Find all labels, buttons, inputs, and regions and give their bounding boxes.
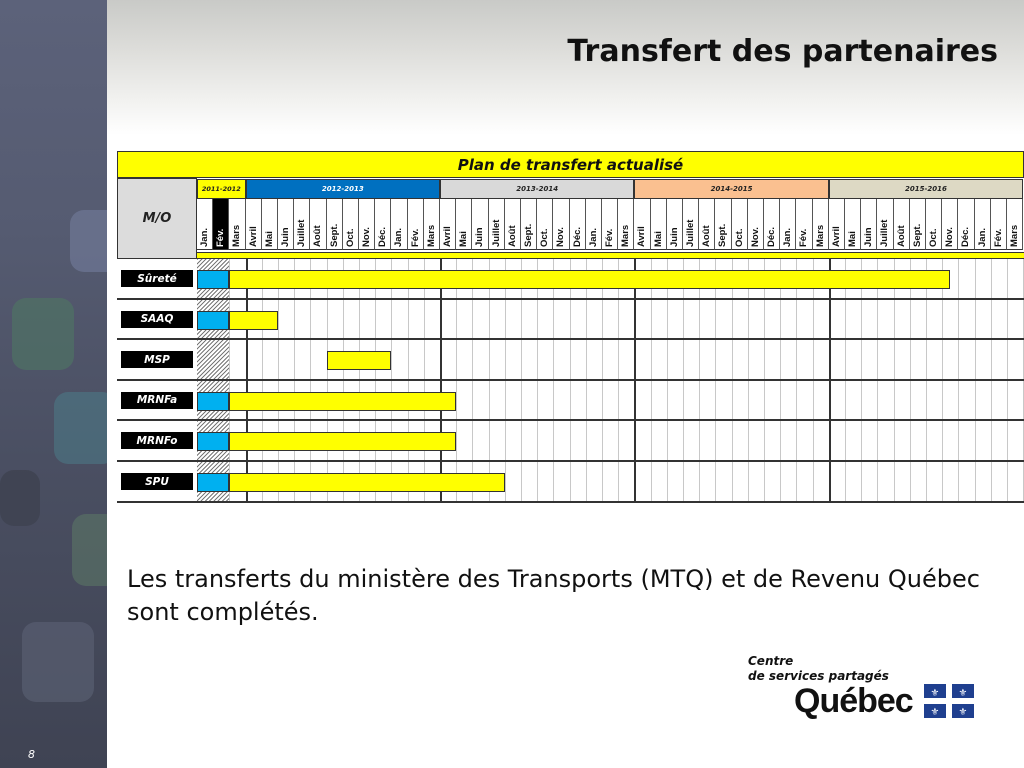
month-label: Août bbox=[701, 225, 713, 247]
in-progress-segment bbox=[197, 392, 229, 411]
month-header bbox=[975, 199, 991, 250]
month-header bbox=[391, 199, 407, 250]
month-label: Mai bbox=[847, 231, 858, 247]
month-label: Mars bbox=[620, 224, 632, 247]
month-label: Oct. bbox=[928, 228, 939, 247]
month-header bbox=[651, 199, 667, 250]
month-label: Jan. bbox=[393, 227, 405, 247]
row-label: SAAQ bbox=[121, 311, 193, 328]
month-label: Juin bbox=[863, 227, 875, 247]
month-label: Sept. bbox=[911, 223, 923, 247]
timeline-bar bbox=[229, 311, 278, 330]
month-label: Juillet bbox=[296, 219, 308, 247]
month-header bbox=[780, 199, 796, 250]
month-header bbox=[796, 199, 812, 250]
row-separator bbox=[197, 460, 1024, 462]
row-separator bbox=[117, 419, 197, 421]
month-header bbox=[634, 199, 650, 250]
row-separator bbox=[197, 338, 1024, 340]
month-label: Avril bbox=[442, 226, 453, 247]
row-label: Sûreté bbox=[121, 270, 193, 287]
decorative-tile bbox=[54, 392, 107, 464]
logo-line-2: de services partagés bbox=[748, 669, 889, 683]
month-label: Déc. bbox=[377, 226, 389, 247]
month-header bbox=[375, 199, 391, 250]
row-separator bbox=[197, 501, 1024, 503]
year-header: 2015-2016 bbox=[829, 179, 1023, 199]
row-separator bbox=[197, 379, 1024, 381]
month-label: Sept. bbox=[523, 223, 534, 247]
in-progress-segment bbox=[197, 311, 229, 330]
month-header bbox=[618, 199, 634, 250]
month-header bbox=[359, 199, 375, 250]
month-header bbox=[715, 199, 731, 250]
gantt-title-bar bbox=[117, 151, 1024, 178]
month-label: Avril bbox=[830, 226, 842, 247]
month-label: Nov. bbox=[361, 227, 372, 247]
year-header: 2011-2012 bbox=[197, 179, 246, 199]
month-header bbox=[829, 199, 845, 250]
month-label: Sept. bbox=[328, 223, 340, 247]
month-header bbox=[440, 199, 456, 250]
svg-text:⚜: ⚜ bbox=[958, 707, 968, 718]
month-label: Jan. bbox=[587, 227, 599, 247]
month-header bbox=[748, 199, 764, 250]
svg-text:⚜: ⚜ bbox=[958, 688, 968, 699]
timeline-bar bbox=[229, 392, 456, 411]
month-header bbox=[262, 199, 278, 250]
month-header bbox=[667, 199, 683, 250]
row-separator bbox=[117, 460, 197, 462]
timeline-bar bbox=[229, 432, 456, 451]
slide-header bbox=[107, 0, 1024, 135]
month-header bbox=[602, 199, 618, 250]
cart-icon bbox=[72, 514, 107, 586]
month-label: Mars bbox=[425, 224, 437, 247]
month-header bbox=[246, 199, 262, 250]
month-header bbox=[343, 199, 359, 250]
month-header bbox=[229, 199, 245, 250]
month-header bbox=[732, 199, 748, 250]
month-header bbox=[845, 199, 861, 250]
month-header bbox=[505, 199, 521, 250]
header-separator-band bbox=[197, 252, 1024, 259]
timeline-bar bbox=[229, 473, 504, 492]
row-separator bbox=[117, 338, 197, 340]
month-header bbox=[926, 199, 942, 250]
month-header bbox=[213, 199, 229, 250]
hatched-period bbox=[197, 340, 229, 379]
row-separator bbox=[117, 501, 197, 503]
in-progress-segment bbox=[197, 473, 229, 492]
timeline-bar bbox=[327, 351, 392, 370]
month-header bbox=[699, 199, 715, 250]
slide-title: Transfert des partenaires bbox=[567, 34, 998, 69]
month-label: Mars bbox=[814, 224, 826, 247]
month-label: Déc. bbox=[766, 226, 777, 247]
row-separator bbox=[197, 419, 1024, 421]
month-label: Jan. bbox=[782, 227, 794, 247]
month-header bbox=[861, 199, 877, 250]
month-label: Fév. bbox=[215, 228, 227, 247]
logo-line-1: Centre bbox=[748, 654, 794, 668]
in-progress-segment bbox=[197, 270, 229, 289]
month-header bbox=[570, 199, 586, 250]
month-label: Oct. bbox=[733, 228, 745, 247]
month-label: Mai bbox=[263, 231, 275, 247]
page-number: 8 bbox=[28, 748, 35, 761]
row-separator bbox=[117, 379, 197, 381]
timeline-bar bbox=[229, 270, 950, 289]
in-progress-segment bbox=[197, 432, 229, 451]
month-label: Fév. bbox=[604, 228, 615, 247]
month-header bbox=[586, 199, 602, 250]
svg-text:⚜: ⚜ bbox=[930, 707, 940, 718]
month-label: Juin bbox=[668, 227, 680, 247]
month-header bbox=[894, 199, 910, 250]
month-label: Nov. bbox=[555, 227, 567, 247]
mo-header-label: M/O bbox=[142, 211, 172, 226]
month-header bbox=[813, 199, 829, 250]
month-label: Juin bbox=[280, 227, 291, 247]
month-header bbox=[958, 199, 974, 250]
decorative-tile bbox=[12, 298, 74, 370]
month-header bbox=[424, 199, 440, 250]
left-decorative-band bbox=[0, 0, 107, 768]
month-header bbox=[910, 199, 926, 250]
month-label: Avril bbox=[636, 226, 648, 247]
row-label: MSP bbox=[121, 351, 193, 368]
month-label: Mars bbox=[231, 224, 243, 247]
airplane-icon bbox=[22, 622, 94, 702]
month-header bbox=[456, 199, 472, 250]
gantt-grid bbox=[197, 259, 1024, 503]
month-label: Juillet bbox=[490, 219, 502, 247]
month-label: Juillet bbox=[879, 219, 891, 247]
month-header bbox=[683, 199, 699, 250]
month-label: Mai bbox=[458, 231, 470, 247]
gantt-title: Plan de transfert actualisé bbox=[457, 155, 684, 174]
month-label: Déc. bbox=[960, 226, 972, 247]
month-header bbox=[764, 199, 780, 250]
month-header bbox=[294, 199, 310, 250]
month-header bbox=[327, 199, 343, 250]
body-text: Les transferts du ministère des Transports (MTQ) et de Revenu Québec sont complétés. bbox=[127, 565, 980, 626]
row-label: MRNFa bbox=[121, 392, 193, 409]
mo-column-header bbox=[117, 178, 197, 259]
row-label: SPU bbox=[121, 473, 193, 490]
month-label: Nov. bbox=[944, 227, 956, 247]
month-label: Août bbox=[506, 225, 518, 247]
month-header bbox=[197, 199, 213, 250]
month-label: Août bbox=[312, 225, 324, 247]
month-header bbox=[278, 199, 294, 250]
month-header bbox=[310, 199, 326, 250]
row-separator bbox=[117, 298, 197, 300]
month-label: Fév. bbox=[409, 228, 421, 247]
month-header bbox=[408, 199, 424, 250]
month-label: Fév. bbox=[992, 228, 1004, 247]
month-label: Avril bbox=[247, 226, 259, 247]
month-header bbox=[877, 199, 893, 250]
month-header bbox=[489, 199, 505, 250]
month-header bbox=[553, 199, 569, 250]
year-header: 2013-2014 bbox=[440, 179, 634, 199]
year-header: 2012-2013 bbox=[246, 179, 440, 199]
month-header bbox=[991, 199, 1007, 250]
row-separator bbox=[197, 298, 1024, 300]
month-label: Mai bbox=[652, 231, 664, 247]
row-label: MRNFo bbox=[121, 432, 193, 449]
month-header bbox=[942, 199, 958, 250]
month-label: Jan. bbox=[976, 227, 988, 247]
month-header bbox=[521, 199, 537, 250]
globe-icon bbox=[70, 210, 107, 272]
month-header bbox=[1007, 199, 1023, 250]
month-label: Oct. bbox=[344, 228, 356, 247]
month-label: Août bbox=[895, 225, 907, 247]
logo-wordmark: Québec bbox=[794, 682, 913, 720]
month-label: Nov. bbox=[749, 227, 761, 247]
month-label: Fév. bbox=[798, 228, 810, 247]
month-header bbox=[537, 199, 553, 250]
decorative-tile bbox=[0, 470, 40, 526]
month-label: Juillet bbox=[685, 219, 696, 247]
month-label: Déc. bbox=[571, 226, 583, 247]
month-label: Juin bbox=[474, 227, 486, 247]
month-label: Jan. bbox=[199, 227, 210, 247]
csp-quebec-logo bbox=[748, 654, 988, 724]
year-header: 2014-2015 bbox=[634, 179, 828, 199]
month-label: Sept. bbox=[717, 223, 729, 247]
month-label: Oct. bbox=[539, 228, 551, 247]
svg-text:⚜: ⚜ bbox=[930, 688, 940, 699]
quebec-flag-icon bbox=[924, 684, 974, 718]
month-header bbox=[472, 199, 488, 250]
gantt-chart bbox=[117, 151, 1024, 503]
month-label: Mars bbox=[1009, 224, 1020, 247]
